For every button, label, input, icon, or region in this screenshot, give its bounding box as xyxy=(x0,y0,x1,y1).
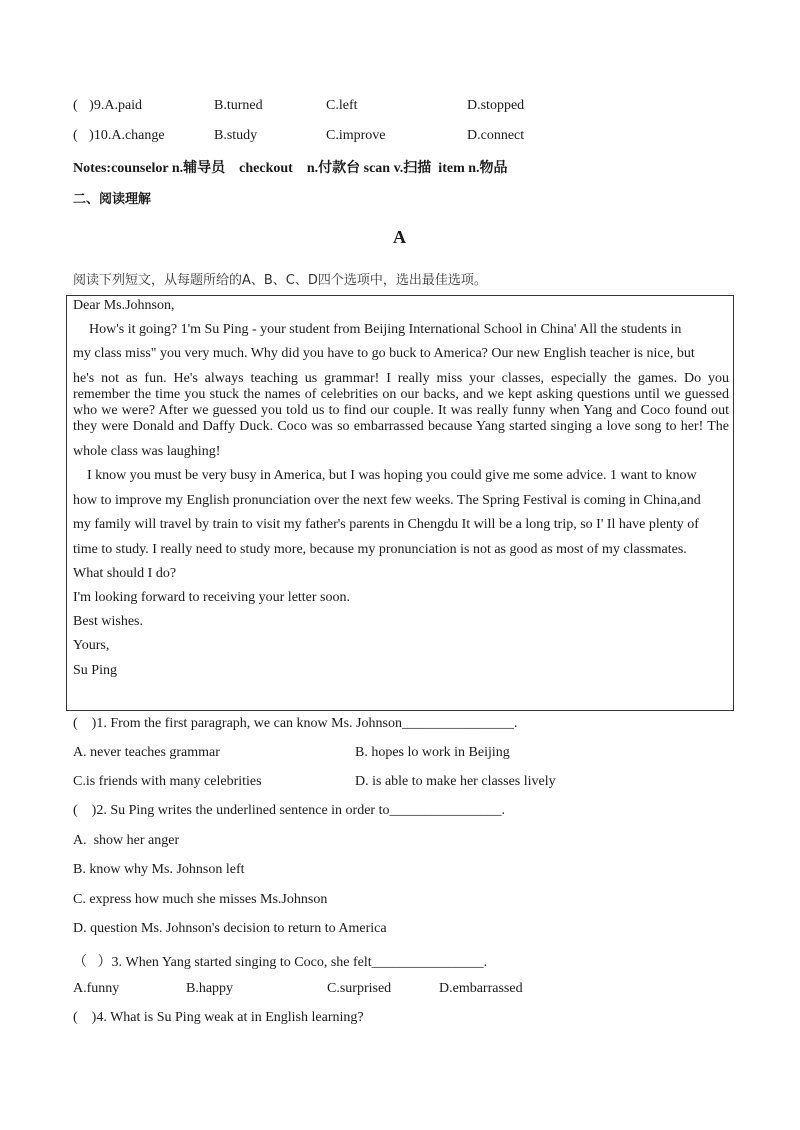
letter-line: time to study. I really need to study more, because my pronunciation is not as good as most of my classmates. xyxy=(73,542,687,557)
letter-line: how to improve my English pronunciation over the next few weeks. The Spring Festival is coming in China,and xyxy=(73,493,701,508)
letter-line: I know you must be very busy in America, but I was hoping you could give me some advice. 1 want to know xyxy=(87,468,697,483)
letter-closing: Yours, xyxy=(73,638,110,653)
letter-line: he's not as fun. He's always teaching us grammar! I really miss your classes, especially the games. Do you xyxy=(73,371,729,386)
option-9-a: )9.A.paid xyxy=(89,98,143,113)
question-1-option-c: C.is friends with many celebrities xyxy=(73,774,262,789)
option-row-10 xyxy=(73,128,165,144)
letter-line: How's it going? 1'm Su Ping - your student from Beijing International School in China' All the students in xyxy=(89,322,682,337)
letter-line: What should I do? xyxy=(73,566,177,581)
option-10-d: D.connect xyxy=(467,128,525,143)
question-2-option-d: D. question Ms. Johnson's decision to return to America xyxy=(73,921,387,936)
letter-line: whole class was laughing! xyxy=(73,444,221,459)
option-9-d: D.stopped xyxy=(467,98,525,113)
letter-line: they were Donald and Daffy Duck. Coco was so embarrassed because Yang started singing a love song to her! The xyxy=(73,419,729,434)
question-2-option-c: C. express how much she misses Ms.Johnson xyxy=(73,892,328,907)
letter-line: my class miss" you very much. Why did you have to go buck to America? Our new English teacher is nice, but xyxy=(73,346,695,361)
notes-line: Notes:counselor n.辅导员 checkout n.付款台 scan v.扫描 item n.物品 xyxy=(73,161,508,176)
option-row-9 xyxy=(73,98,142,114)
letter-signature: Su Ping xyxy=(73,663,117,678)
option-9-b: B.turned xyxy=(214,98,263,113)
question-3-option-b: B.happy xyxy=(186,981,234,996)
question-3-option-d: D.embarrassed xyxy=(439,981,523,996)
letter-line: remember the time you stuck the names of celebrities on our backs, and we kept asking questions until we guessed xyxy=(73,387,729,402)
question-2: ( )2. Su Ping writes the underlined sentence in order to________________. xyxy=(73,803,505,818)
question-1-option-d: D. is able to make her classes lively xyxy=(355,774,556,789)
question-1: ( )1. From the first paragraph, we can know Ms. Johnson________________. xyxy=(73,716,518,731)
question-2-option-b: B. know why Ms. Johnson left xyxy=(73,862,245,877)
instruction: 阅读下列短文，从每题所给的A、B、C、D四个选项中，选出最佳选项。 xyxy=(73,273,487,288)
question-3: （ ）3. When Yang started singing to Coco, she felt________________. xyxy=(73,955,488,970)
question-2-option-a: A. show her anger xyxy=(73,833,180,848)
question-1-option-a: A. never teaches grammar xyxy=(73,745,220,760)
letter-salutation: Dear Ms.Johnson, xyxy=(73,298,175,313)
letter-line: my family will travel by train to visit my father's parents in Chengdu It will be a long trip, so I' Il have plenty of xyxy=(73,517,699,532)
option-10-paren: ( xyxy=(73,128,78,143)
option-10-b: B.study xyxy=(214,128,258,143)
question-4: ( )4. What is Su Ping weak at in English learning? xyxy=(73,1010,364,1025)
letter-line: who we were? After we guessed you told us to find our couple. It was really funny when Yang and Coco found out xyxy=(73,403,729,418)
option-10-c: C.improve xyxy=(326,128,386,143)
question-1-option-b: B. hopes lo work in Beijing xyxy=(355,745,510,760)
question-3-option-c: C.surprised xyxy=(327,981,392,996)
option-9-c: C.left xyxy=(326,98,358,113)
option-9-paren: ( xyxy=(73,98,78,113)
option-10-a: )10.A.change xyxy=(89,128,165,143)
letter-line: I'm looking forward to receiving your letter soon. xyxy=(73,590,351,605)
letter-closing: Best wishes. xyxy=(73,614,143,629)
section-heading: 二、阅读理解 xyxy=(73,192,152,207)
passage-title: A xyxy=(393,227,406,247)
question-3-option-a: A.funny xyxy=(73,981,120,996)
